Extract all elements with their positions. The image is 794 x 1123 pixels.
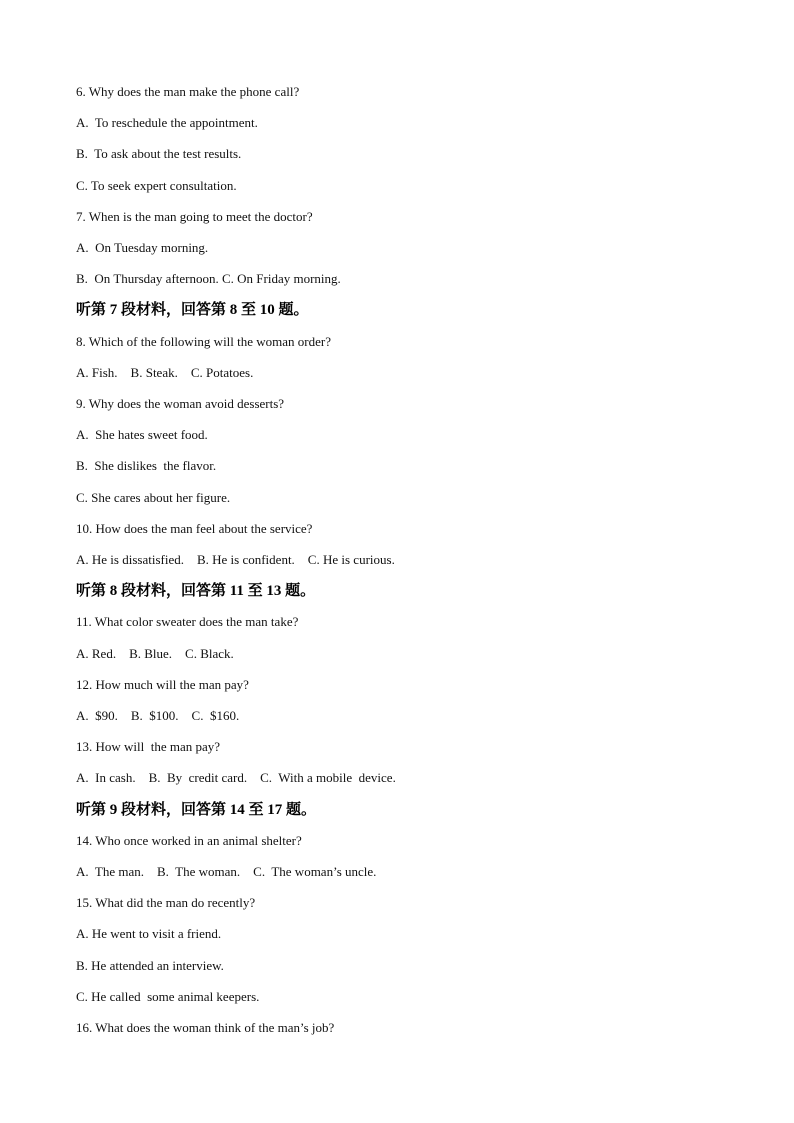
answer-options: A. She hates sweet food. (76, 427, 208, 443)
answer-options: A. $90. B. $100. C. $160. (76, 708, 240, 723)
question-text: 6. Why does the man make the phone call? (76, 84, 300, 99)
section-heading: 听第 7 段材料，回答第 8 至 10 题。 (76, 302, 309, 319)
answer-options: A. Fish. B. Steak. C. Potatoes. (76, 364, 254, 380)
question-text: 14. Who once worked in an animal shelter? (76, 832, 302, 848)
question-text: 11. What color sweater does the man take? (76, 614, 299, 630)
answer-options: B. She dislikes the flavor. (76, 458, 217, 474)
answer-options: B. He attended an interview. (76, 957, 224, 973)
answer-options: B. To ask about the test results. (76, 146, 242, 162)
question-text: 9. Why does the woman avoid desserts? (76, 396, 285, 411)
question-text: 10. How does the man feel about the service? (76, 520, 313, 536)
answer-options: A. On Tuesday morning. (76, 240, 209, 255)
answer-options: A. He went to visit a friend. (76, 926, 222, 942)
question-text: 12. How much will the man pay? (76, 676, 249, 692)
question-text: 13. How will the man pay? (76, 739, 221, 755)
answer-options: A. Red. B. Blue. C. Black. (76, 645, 234, 661)
answer-options: C. She cares about her figure. (76, 489, 231, 505)
question-text: 8. Which of the following will the woman order? (76, 333, 332, 349)
answer-options: B. On Thursday afternoon. C. On Friday morning. (76, 271, 341, 287)
answer-options: C. To seek expert consultation. (76, 177, 237, 193)
question-text: 7. When is the man going to meet the doctor? (76, 208, 313, 224)
question-text: 16. What does the woman think of the man’s job? (76, 1020, 335, 1035)
question-text: 15. What did the man do recently? (76, 895, 256, 911)
answer-options: A. The man. B. The woman. C. The woman’s uncle. (76, 864, 377, 879)
section-heading: 听第 9 段材料，回答第 14 至 17 题。 (76, 801, 317, 818)
answer-options: C. He called some animal keepers. (76, 988, 260, 1004)
answer-options: A. In cash. B. By credit card. C. With a mobile device. (76, 770, 396, 786)
answer-options: A. He is dissatisfied. B. He is confident. C. He is curious. (76, 552, 395, 567)
section-heading: 听第 8 段材料，回答第 11 至 13 题。 (76, 583, 316, 600)
answer-options: A. To reschedule the appointment. (76, 115, 258, 131)
